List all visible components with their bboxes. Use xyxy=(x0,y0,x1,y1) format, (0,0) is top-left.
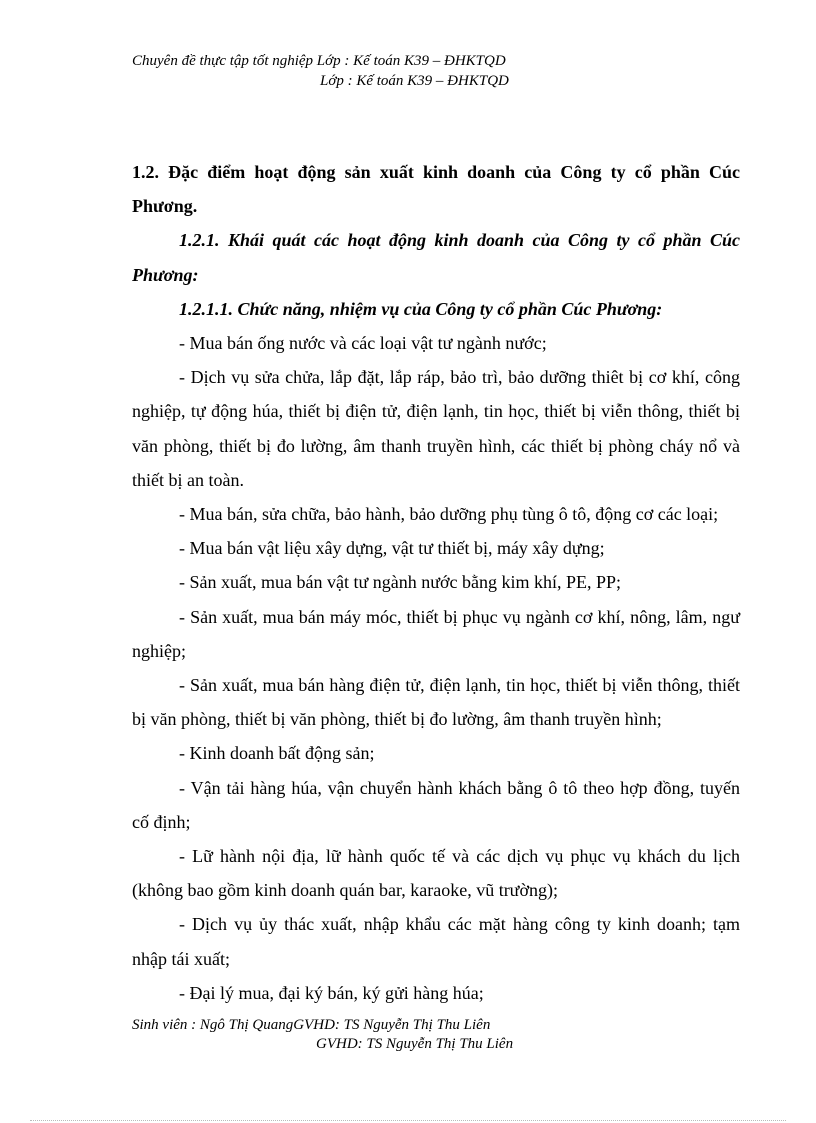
list-item: - Mua bán ống nước và các loại vật tư ngành nước; xyxy=(179,333,547,354)
page-header-line-2: Lớp : Kế toán K39 – ĐHKTQD xyxy=(320,73,509,89)
list-item: - Dịch vụ sửa chửa, lắp đặt, lắp ráp, bảo trì, bảo dưỡng thiêt bị cơ khí, công nghiệp, tự động húa, thiết bị điện tử, điện lạnh, tin học, thiết bị viễn thông, thiết bị văn phòng, thiết bị đo lường, âm thanh truyền hình, các thiết bị phòng cháy nổ và thiết bị an toàn. xyxy=(132,367,740,490)
subsection-heading: 1.2.1. Khái quát các hoạt động kinh doanh của Công ty cổ phần Cúc Phương: xyxy=(132,230,740,285)
list-item: - Mua bán, sửa chữa, bảo hành, bảo dưỡng phụ tùng ô tô, động cơ các loại; xyxy=(179,504,719,525)
list-item: - Vận tải hàng húa, vận chuyển hành khách bằng ô tô theo hợp đồng, tuyến cố định; xyxy=(132,777,740,832)
document-body xyxy=(132,155,740,1010)
list-item: - Lữ hành nội địa, lữ hành quốc tế và các dịch vụ phục vụ khách du lịch (không bao gồm kinh doanh quán bar, karaoke, vũ trường); xyxy=(132,846,740,901)
page-footer-line-1: Sinh viên : Ngô Thị QuangGVHD: TS Nguyễn Thị Thu Liên xyxy=(132,1017,491,1033)
page-footer-line-2: GVHD: TS Nguyễn Thị Thu Liên xyxy=(316,1036,514,1052)
section-heading: 1.2. Đặc điểm hoạt động sản xuất kinh doanh của Công ty cổ phần Cúc Phương. xyxy=(132,162,740,217)
list-item: - Kinh doanh bất động sản; xyxy=(179,743,375,764)
list-item: - Sản xuất, mua bán máy móc, thiết bị phục vụ ngành cơ khí, nông, lâm, ngư nghiệp; xyxy=(132,606,740,661)
subsubsection-heading: 1.2.1.1. Chức năng, nhiệm vụ của Công ty cổ phần Cúc Phương: xyxy=(179,298,663,319)
list-item: - Sản xuất, mua bán vật tư ngành nước bằng kim khí, PE, PP; xyxy=(179,572,621,593)
list-item: - Sản xuất, mua bán hàng điện tử, điện lạnh, tin học, thiết bị viễn thông, thiết bị văn phòng, thiết bị văn phòng, thiết bị đo lường, âm thanh truyền hình; xyxy=(132,675,740,730)
list-item: - Mua bán vật liệu xây dựng, vật tư thiết bị, máy xây dựng; xyxy=(179,538,605,559)
page-header-line-1: Chuyên đề thực tập tốt nghiệp Lớp : Kế toán K39 – ĐHKTQD xyxy=(132,53,506,69)
list-item: - Đại lý mua, đại ký bán, ký gửi hàng húa; xyxy=(179,982,484,1003)
list-item: - Dịch vụ ủy thác xuất, nhập khẩu các mặt hàng công ty kinh doanh; tạm nhập tái xuất; xyxy=(132,914,740,969)
page-bottom-divider xyxy=(30,1120,786,1121)
